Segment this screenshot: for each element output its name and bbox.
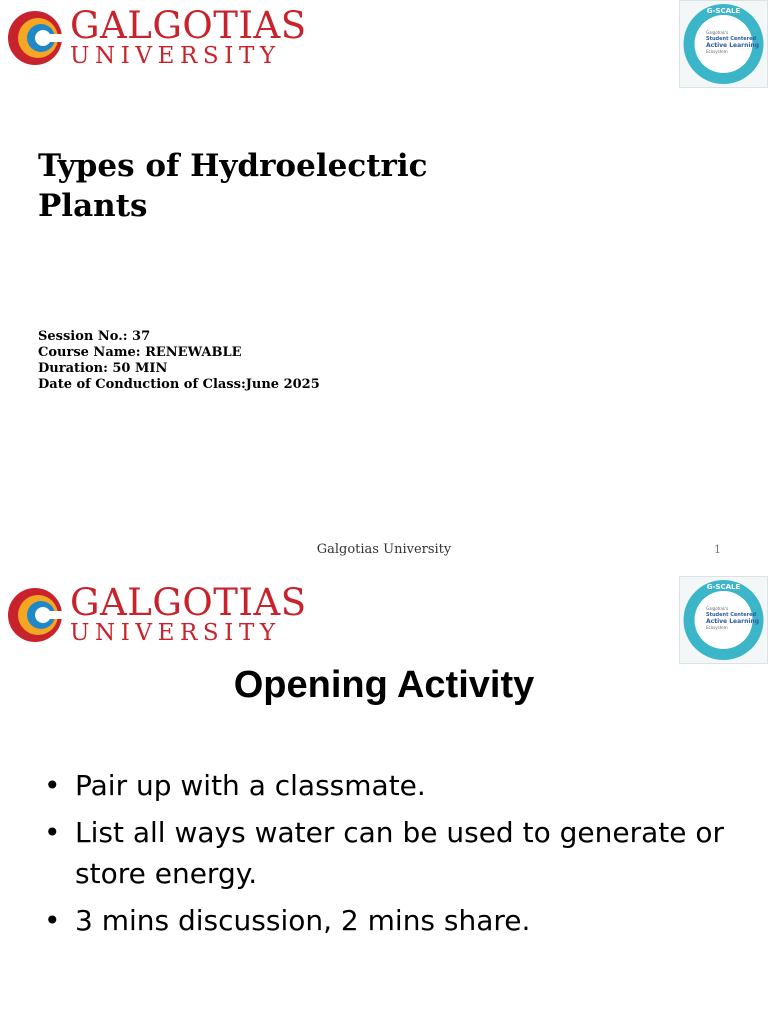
badge-line1: Galgotias's	[706, 30, 729, 35]
badge-line3: Active Learning	[706, 42, 759, 49]
session-details	[38, 329, 320, 393]
logo-swirl-icon	[6, 587, 64, 643]
university-logo	[6, 581, 307, 646]
conduction-date: Date of Conduction of Class:June 2025	[38, 377, 320, 392]
badge-line1: Galgotias's	[706, 606, 729, 611]
brand-sub: UNIVERSITY	[70, 620, 281, 646]
bullet-text: Pair up with a classmate.	[75, 769, 426, 802]
badge-line2: Student Centered	[706, 36, 757, 42]
list-item	[44, 900, 744, 941]
badge-line4: Ecosystem	[706, 625, 728, 630]
slide-title: Types of Hydroelectric Plants	[38, 148, 428, 224]
badge-ring-text: G-SCALE	[706, 7, 741, 15]
bullet-list	[44, 765, 744, 947]
badge-line3: Active Learning	[706, 618, 759, 625]
university-logo	[6, 4, 307, 69]
brand-name: GALGOTIAS	[70, 581, 307, 624]
duration: Duration: 50 MIN	[38, 361, 168, 376]
bullet-icon: •	[44, 769, 61, 802]
gscale-badge	[679, 576, 768, 664]
gscale-badge	[679, 0, 768, 88]
session-number: Session No.: 37	[38, 329, 151, 344]
list-item	[44, 765, 744, 806]
slide-title: Opening Activity	[233, 664, 535, 706]
logo-swirl-icon	[6, 10, 64, 66]
slide-footer: Galgotias University	[316, 542, 452, 557]
page-number: 1	[714, 543, 721, 556]
list-item	[44, 812, 744, 894]
slide-2	[0, 576, 768, 1024]
bullet-text: List all ways water can be used to generate or store energy.	[75, 816, 724, 890]
brand-sub: UNIVERSITY	[70, 43, 281, 69]
badge-line4: Ecosystem	[706, 49, 728, 54]
bullet-icon: •	[44, 904, 61, 937]
course-name: Course Name: RENEWABLE	[38, 345, 242, 360]
bullet-text: 3 mins discussion, 2 mins share.	[75, 904, 531, 937]
badge-line2: Student Centered	[706, 612, 757, 618]
bullet-icon: •	[44, 816, 61, 849]
badge-ring-text: G-SCALE	[706, 583, 741, 591]
brand-name: GALGOTIAS	[70, 4, 307, 47]
